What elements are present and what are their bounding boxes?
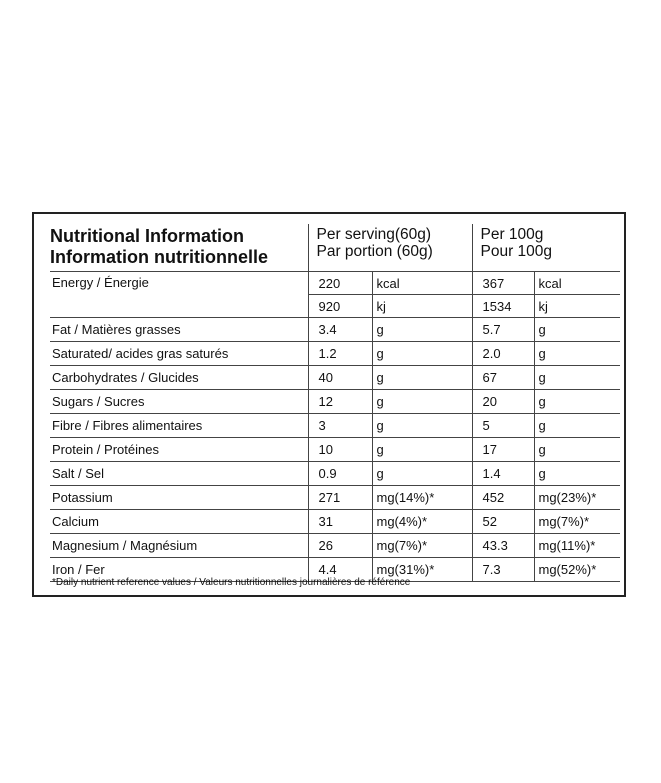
unit-100g: mg(7%)* xyxy=(534,510,620,534)
col-header-100g xyxy=(472,224,620,272)
unit-serving: mg(4%)* xyxy=(372,510,472,534)
value-serving: 40 xyxy=(308,366,372,390)
unit-serving: mg(14%)* xyxy=(372,486,472,510)
value-100g: 452 xyxy=(472,486,534,510)
unit-serving: g xyxy=(372,318,472,342)
col-serving-line1: Per serving(60g) xyxy=(316,226,432,243)
title-en: Nutritional Information xyxy=(50,226,244,246)
value-100g: 5.7 xyxy=(472,318,534,342)
value-serving: 26 xyxy=(308,534,372,558)
col-100g-line2: Pour 100g xyxy=(480,243,553,260)
nutrient-label: Iron / Fer xyxy=(50,558,308,582)
nutrition-panel xyxy=(32,212,626,597)
unit-100g: g xyxy=(534,438,620,462)
unit-serving: g xyxy=(372,342,472,366)
value-serving: 220 xyxy=(308,272,372,295)
value-serving: 3 xyxy=(308,414,372,438)
table-row xyxy=(50,462,620,486)
value-serving: 920 xyxy=(308,295,372,318)
col-serving-line2: Par portion (60g) xyxy=(316,243,433,260)
unit-100g: g xyxy=(534,462,620,486)
value-100g: 5 xyxy=(472,414,534,438)
table-row xyxy=(50,486,620,510)
col-100g-line1: Per 100g xyxy=(480,226,544,243)
unit-100g: g xyxy=(534,318,620,342)
unit-100g: g xyxy=(534,414,620,438)
unit-serving: kj xyxy=(372,295,472,318)
value-100g: 52 xyxy=(472,510,534,534)
value-serving: 12 xyxy=(308,390,372,414)
table-row xyxy=(50,342,620,366)
value-100g: 2.0 xyxy=(472,342,534,366)
nutrient-label: Fat / Matières grasses xyxy=(50,318,308,342)
table-row xyxy=(50,438,620,462)
unit-serving: mg(7%)* xyxy=(372,534,472,558)
unit-100g: mg(23%)* xyxy=(534,486,620,510)
nutrient-label: Magnesium / Magnésium xyxy=(50,534,308,558)
unit-serving: mg(31%)* xyxy=(372,558,472,582)
nutrition-table xyxy=(50,224,620,582)
value-serving: 4.4 xyxy=(308,558,372,582)
unit-serving: g xyxy=(372,390,472,414)
nutrient-label: Fibre / Fibres alimentaires xyxy=(50,414,308,438)
value-serving: 0.9 xyxy=(308,462,372,486)
nutrient-label: Calcium xyxy=(50,510,308,534)
unit-100g: mg(11%)* xyxy=(534,534,620,558)
unit-100g: mg(52%)* xyxy=(534,558,620,582)
value-100g: 17 xyxy=(472,438,534,462)
value-serving: 10 xyxy=(308,438,372,462)
nutrient-label: Saturated/ acides gras saturés xyxy=(50,342,308,366)
value-serving: 1.2 xyxy=(308,342,372,366)
unit-100g: kcal xyxy=(534,272,620,295)
value-100g: 367 xyxy=(472,272,534,295)
nutrient-label: Salt / Sel xyxy=(50,462,308,486)
nutrient-label: Carbohydrates / Glucides xyxy=(50,366,308,390)
value-100g: 1534 xyxy=(472,295,534,318)
table-row xyxy=(50,534,620,558)
table-row xyxy=(50,366,620,390)
table-row xyxy=(50,414,620,438)
unit-serving: g xyxy=(372,414,472,438)
col-header-serving xyxy=(308,224,472,272)
table-row xyxy=(50,272,620,295)
unit-100g: g xyxy=(534,390,620,414)
table-row xyxy=(50,390,620,414)
value-100g: 43.3 xyxy=(472,534,534,558)
unit-serving: g xyxy=(372,438,472,462)
footnote: *Daily nutrient reference values / Valeurs nutritionnelles journalières de référence xyxy=(52,577,411,588)
value-serving: 31 xyxy=(308,510,372,534)
title-fr: Information nutritionnelle xyxy=(50,247,268,267)
unit-serving: g xyxy=(372,462,472,486)
nutrient-label: Sugars / Sucres xyxy=(50,390,308,414)
table-row xyxy=(50,318,620,342)
value-serving: 271 xyxy=(308,486,372,510)
nutrient-label: Energy / Énergie xyxy=(50,272,308,318)
table-row xyxy=(50,510,620,534)
table-header xyxy=(50,224,620,272)
value-100g: 67 xyxy=(472,366,534,390)
nutrient-label: Potassium xyxy=(50,486,308,510)
unit-serving: g xyxy=(372,366,472,390)
value-100g: 20 xyxy=(472,390,534,414)
value-100g: 1.4 xyxy=(472,462,534,486)
unit-100g: kj xyxy=(534,295,620,318)
value-serving: 3.4 xyxy=(308,318,372,342)
unit-100g: g xyxy=(534,342,620,366)
unit-serving: kcal xyxy=(372,272,472,295)
unit-100g: g xyxy=(534,366,620,390)
table-title xyxy=(50,224,308,272)
nutrient-label: Protein / Protéines xyxy=(50,438,308,462)
value-100g: 7.3 xyxy=(472,558,534,582)
